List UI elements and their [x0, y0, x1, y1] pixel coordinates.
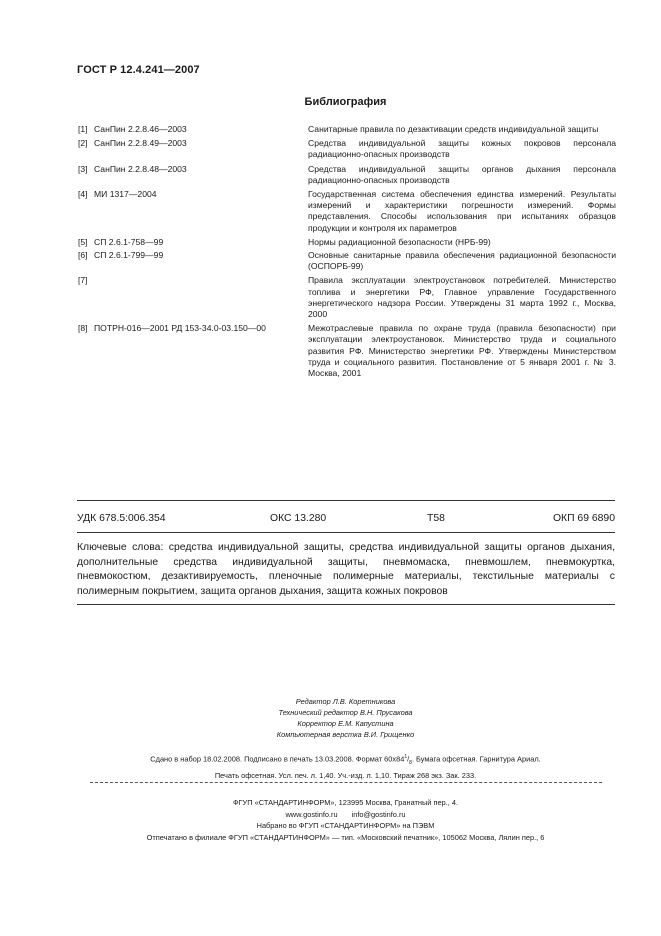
entry-source [94, 275, 308, 320]
bibliography-entry [78, 237, 616, 248]
bibliography-entry [78, 250, 616, 272]
udk-code: УДК 678.5:006.354 [77, 513, 166, 524]
entry-source: СП 2.6.1-758—99 [94, 236, 164, 247]
credits-block [0, 696, 661, 740]
entry-description: Санитарные правила по дезактивации средств индивидуальной защиты [308, 124, 599, 134]
bibliography-entry [78, 164, 616, 186]
entry-number: [3] [78, 163, 88, 174]
entry-source: СанПин 2.2.8.46—2003 [94, 124, 187, 134]
publisher-website-link[interactable]: www.gostinfo.ru [285, 809, 338, 819]
entry-number: [5] [78, 236, 88, 247]
bibliography-title: Библиография [304, 96, 387, 108]
t-code: Т58 [427, 513, 445, 524]
entry-description: Средства индивидуальной защиты органов дыхания персонала радиационно-опасных производств [308, 163, 616, 185]
entry-source: МИ 1317—2004 [94, 189, 157, 200]
entry-description: Государственная система обеспечения единства измерений. Результаты измерений и характеристики погрешности измерений. Формы представления. Способы использования при испытаниях образцов продукции и контроля их параметров [308, 189, 616, 233]
publisher-block [0, 797, 661, 843]
layout-credit: Компьютерная верстка В.И. Грищенко [276, 730, 415, 739]
bibliography-entry [78, 189, 616, 234]
entry-source: СанПин 2.2.8.49—2003 [94, 138, 187, 149]
printed-at-info: Отпечатано в филиале ФГУП «СТАНДАРТИНФОРМ» — тип. «Московский печатник», 105062 Москва, Лялин пер., 6 [146, 832, 545, 842]
entry-number: [6] [78, 250, 88, 261]
entry-number: [7] [78, 275, 88, 286]
document-code-header: ГОСТ Р 12.4.241—2007 [77, 64, 200, 76]
typeset-info: Набрано во ФГУП «СТАНДАРТИНФОРМ» на ПЭВМ [256, 821, 435, 831]
entry-number: [4] [78, 189, 88, 200]
entry-description: Основные санитарные правила обеспечения радиационной безопасности (ОСПОРБ-99) [308, 250, 616, 272]
entry-description: Нормы радиационной безопасности (НРБ-99) [308, 236, 491, 247]
print-info-line-1: Сдано в набор 18.02.2008. Подписано в печать 13.03.2008. Формат $60х84^1/_8$. Бумага офсетная. Гарнитура Ариал. [150, 754, 541, 766]
editor-credit: Редактор Л.В. Коретникова [295, 697, 396, 706]
bibliography-entry [78, 323, 616, 379]
divider-middle [77, 532, 615, 533]
bibliography-entry [78, 138, 616, 160]
entry-description: Средства индивидуальной защиты кожных покровов персонала радиационно-опасных производств [308, 138, 616, 160]
bibliography-entry [78, 275, 616, 320]
entry-source: СанПин 2.2.8.48—2003 [94, 163, 187, 174]
publisher-email-link[interactable]: info@gostinfo.ru [351, 809, 406, 819]
print-paper-text: . Бумага офсетная. Гарнитура Ариал. [411, 754, 541, 764]
tech-editor-credit: Технический редактор В.Н. Прусакова [278, 708, 413, 717]
publisher-contacts [30, 809, 661, 821]
bibliography-entry [78, 124, 616, 135]
entry-source: ПОТРН-016—2001 РД 153-34.0-03.150—00 [94, 323, 266, 334]
entry-number: [8] [78, 323, 88, 334]
entry-source: СП 2.6.1-799—99 [94, 250, 164, 261]
oks-code: ОКС 13.280 [270, 513, 327, 524]
dashed-separator [90, 782, 602, 783]
entry-number: [2] [78, 138, 88, 149]
divider-bottom [77, 604, 615, 605]
format-fraction-numerator: 1 [404, 754, 408, 760]
print-format-text: Сдано в набор 18.02.2008. Подписано в печать 13.03.2008. Формат 60х84 [150, 754, 405, 764]
bibliography-list [78, 124, 616, 382]
entry-description: Межотраслевые правила по охране труда (правила безопасности) при эксплуатации электроустановок. Министерство труда и социального развития РФ. Министерство энергетики РФ. Утверждены Министерством труда и социального развития. Постановление от 5 января 2001 г. № 3. Москва, 2001 [308, 323, 616, 379]
format-fraction-denominator: 8 [409, 759, 412, 766]
corrector-credit: Корректор Е.М. Капустина [297, 719, 394, 728]
okp-code: ОКП 69 6890 [552, 513, 615, 524]
print-info-block [0, 752, 661, 781]
entry-number: [1] [78, 124, 88, 134]
divider-top [77, 500, 615, 501]
print-info-line-2: Печать офсетная. Усл. печ. л. 1,40. Уч.-изд. л. 1,10. Тираж 268 экз. Зак. 233. [214, 770, 477, 780]
publisher-address: ФГУП «СТАНДАРТИНФОРМ», 123995 Москва, Гранатный пер., 4. [232, 798, 459, 807]
entry-description: Правила эксплуатации электроустановок потребителей. Министерство топлива и энергетики РФ, Главное управление Государственного энергетического надзора России. Утверждены 31 марта 1992 г., Москва, 2000 [308, 275, 616, 320]
keywords-paragraph: Ключевые слова: средства индивидуальной защиты, средства индивидуальной защиты органов дыхания, дополнительные средства индивидуальной защиты, пневмомаска, пневмошлем, пневмокуртка, пневмокостюм, дезактивируемость, пленочные полимерные материалы, текстильные материалы с полимерным покрытием, защита органов дыхания, защита кожных покровов [77, 542, 615, 597]
